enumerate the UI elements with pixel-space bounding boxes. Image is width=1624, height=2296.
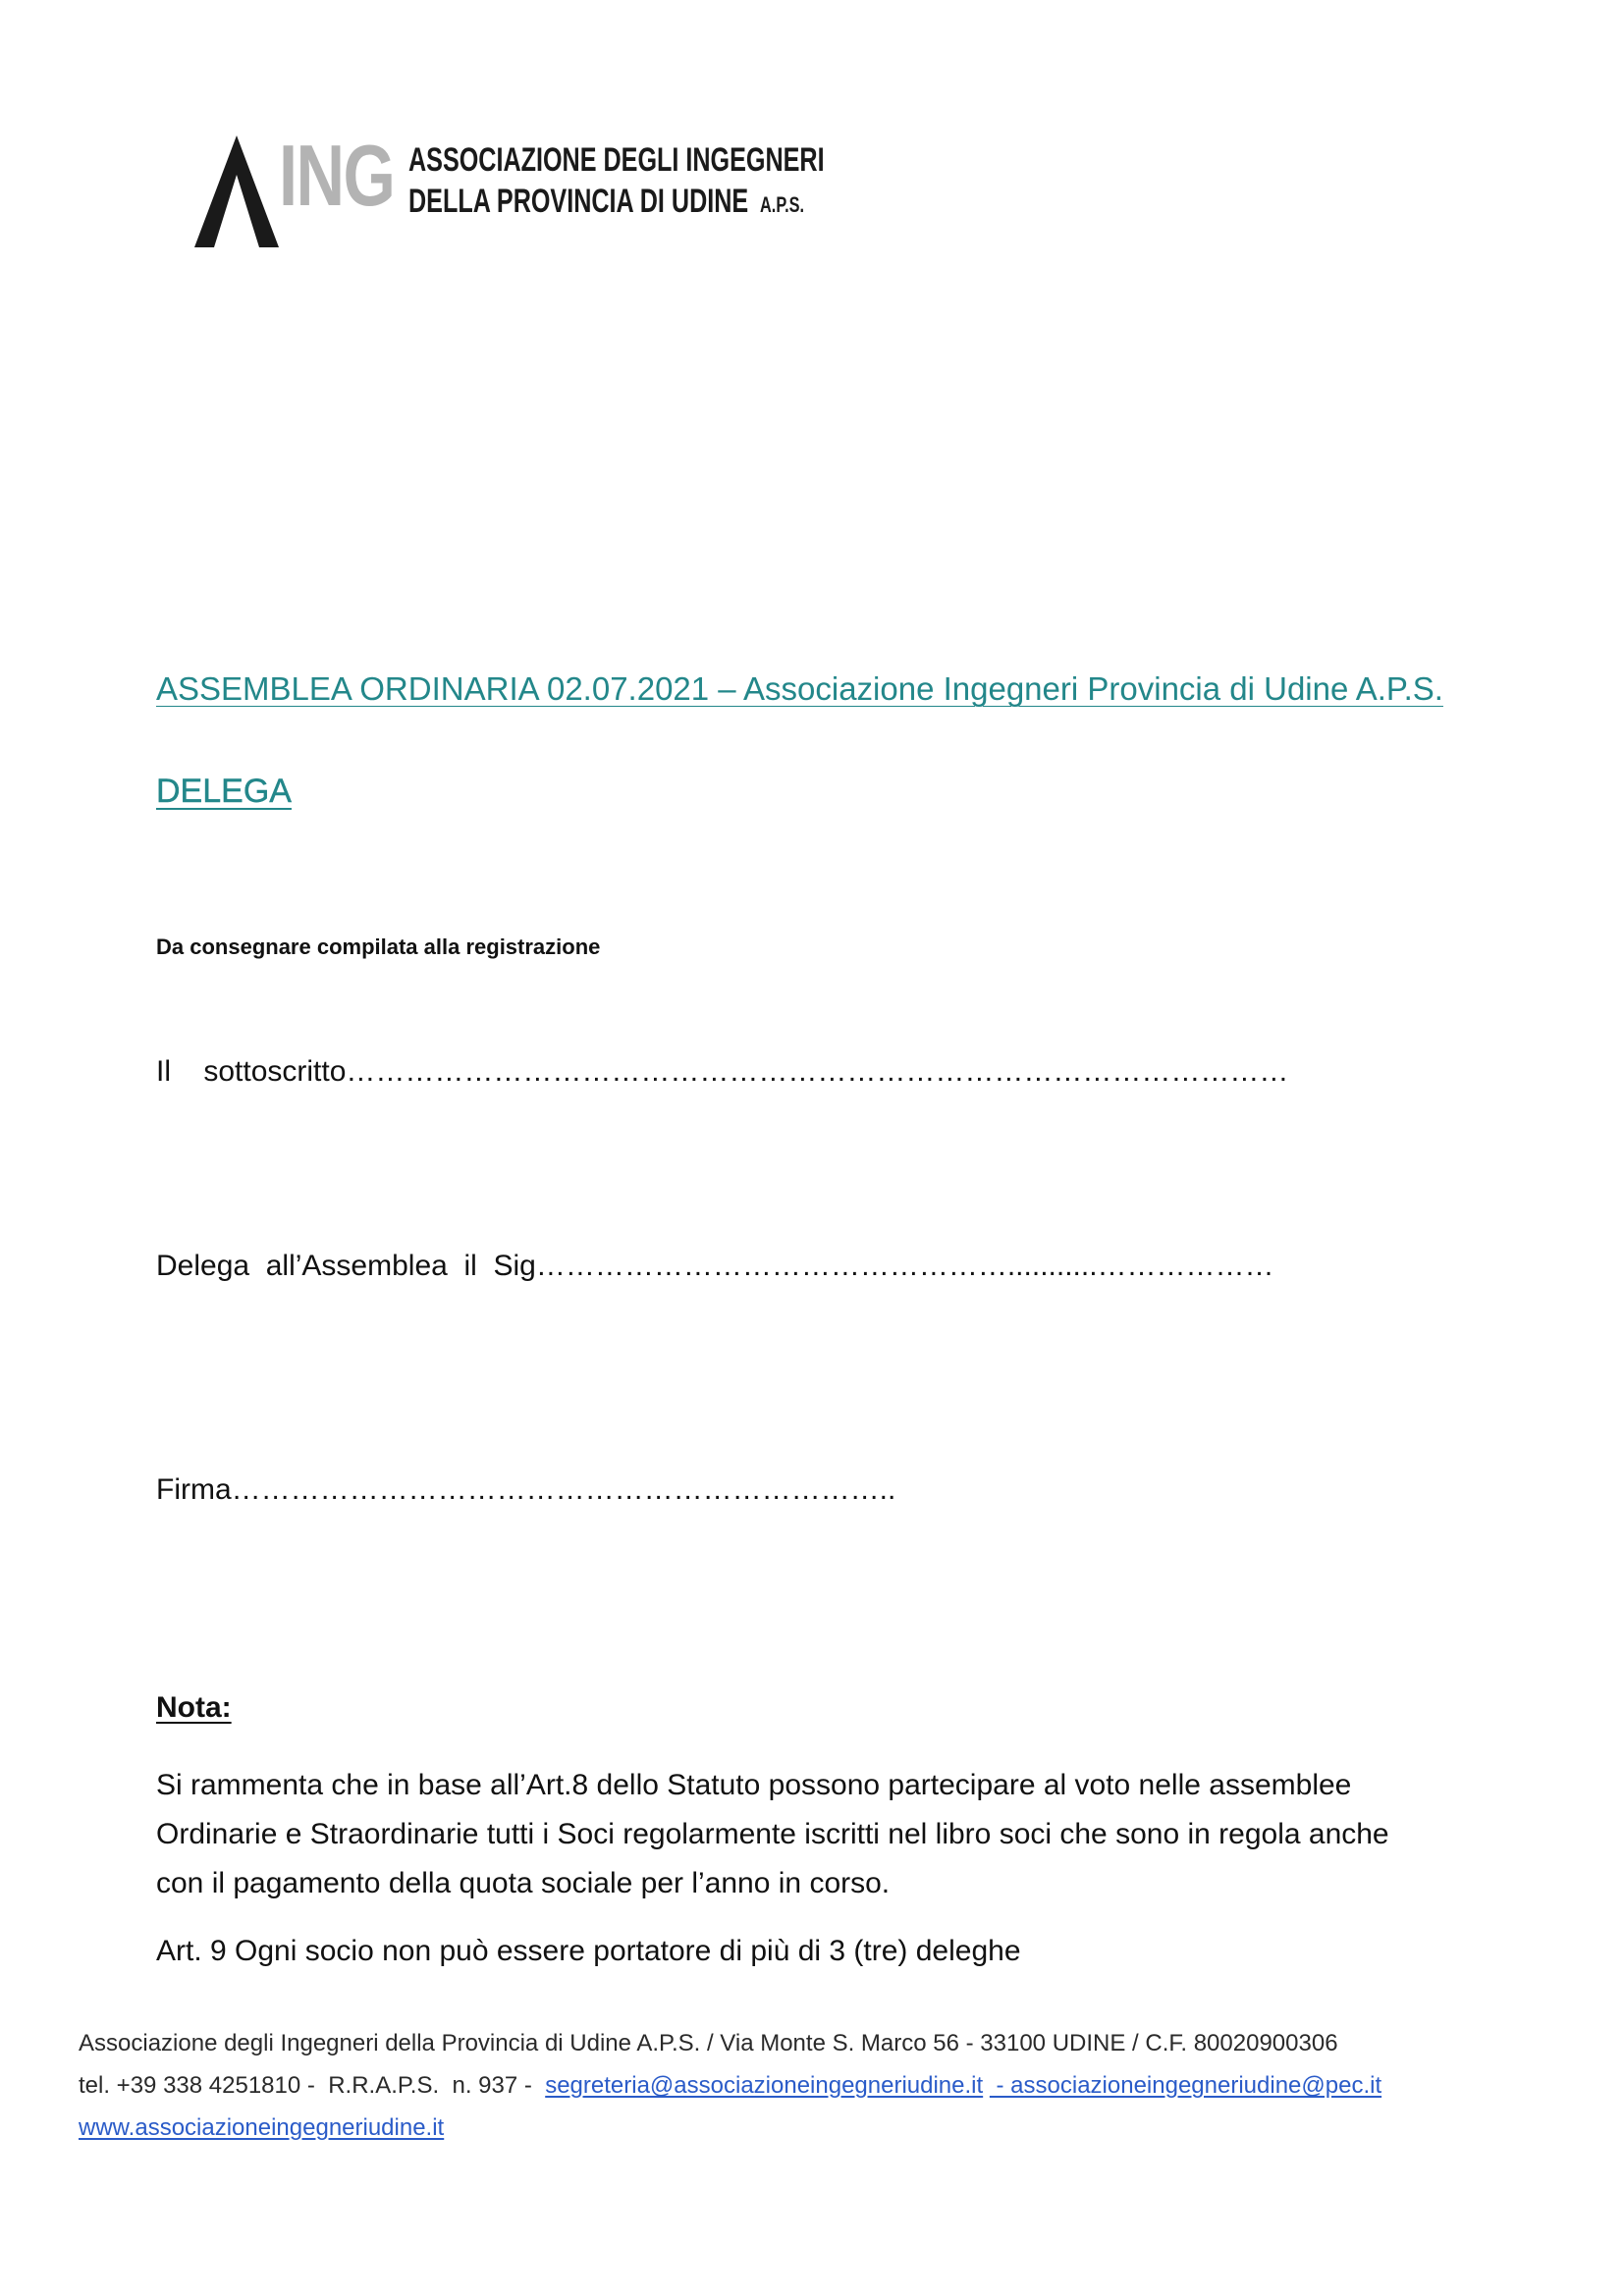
- logo-line-2: [408, 181, 825, 226]
- field-firma[interactable]: Firma…………………………………………………………..: [156, 1473, 896, 1506]
- field-sottoscritto[interactable]: Il sottoscritto……………………………………………………………………………………: [156, 1055, 1289, 1088]
- footer-address: Associazione degli Ingegneri della Provincia di Udine A.P.S. / Via Monte S. Marco 56 - 33100 UDINE / C.F. 80020900306: [79, 2030, 1338, 2056]
- footer-email-link[interactable]: segreteria@associazioneingegneriudine.it: [545, 2072, 984, 2099]
- nota-line: Si rammenta che in base all’Art.8 dello Statuto possono partecipare al voto nelle assemblee: [156, 1769, 1352, 1801]
- association-logo: [194, 127, 825, 249]
- logo-ing-text: ING: [279, 127, 395, 224]
- footer-pec-link[interactable]: - associazioneingegneriudine@pec.it: [989, 2072, 1382, 2099]
- logo-aps: A.P.S.: [760, 192, 804, 217]
- logo-chevron-icon: [194, 135, 279, 247]
- nota-heading: Nota:: [156, 1691, 232, 1724]
- footer-website-link[interactable]: www.associazioneingegneriudine.it: [79, 2114, 445, 2141]
- footer-phone-registry: tel. +39 338 4251810 - R.R.A.P.S. n. 937 -: [79, 2072, 546, 2099]
- footer-website-line: [79, 2107, 1551, 2149]
- instruction-text: Da consegnare compilata alla registrazione: [156, 934, 601, 959]
- footer-contacts: [79, 2064, 1551, 2107]
- logo-association-name: [408, 139, 825, 226]
- field-delega-sig[interactable]: Delega all’Assemblea il Sig…………………………………………...........………………: [156, 1250, 1274, 1282]
- page-footer: [79, 2022, 1551, 2149]
- nota-art9: Art. 9 Ogni socio non può essere portatore di più di 3 (tre) deleghe: [156, 1935, 1021, 1967]
- nota-body: [156, 1761, 1472, 1908]
- nota-line: Ordinarie e Straordinarie tutti i Soci regolarmente iscritti nel libro soci che sono in regola anche: [156, 1818, 1389, 1850]
- document-subtitle: DELEGA: [156, 773, 292, 810]
- logo-line-2-text: DELLA PROVINCIA DI UDINE: [408, 183, 749, 220]
- nota-line: con il pagamento della quota sociale per l’anno in corso.: [156, 1867, 891, 1899]
- document-title: ASSEMBLEA ORDINARIA 02.07.2021 – Associazione Ingegneri Provincia di Udine A.P.S.: [156, 670, 1443, 707]
- logo-line-1: ASSOCIAZIONE DEGLI INGEGNERI: [408, 141, 825, 179]
